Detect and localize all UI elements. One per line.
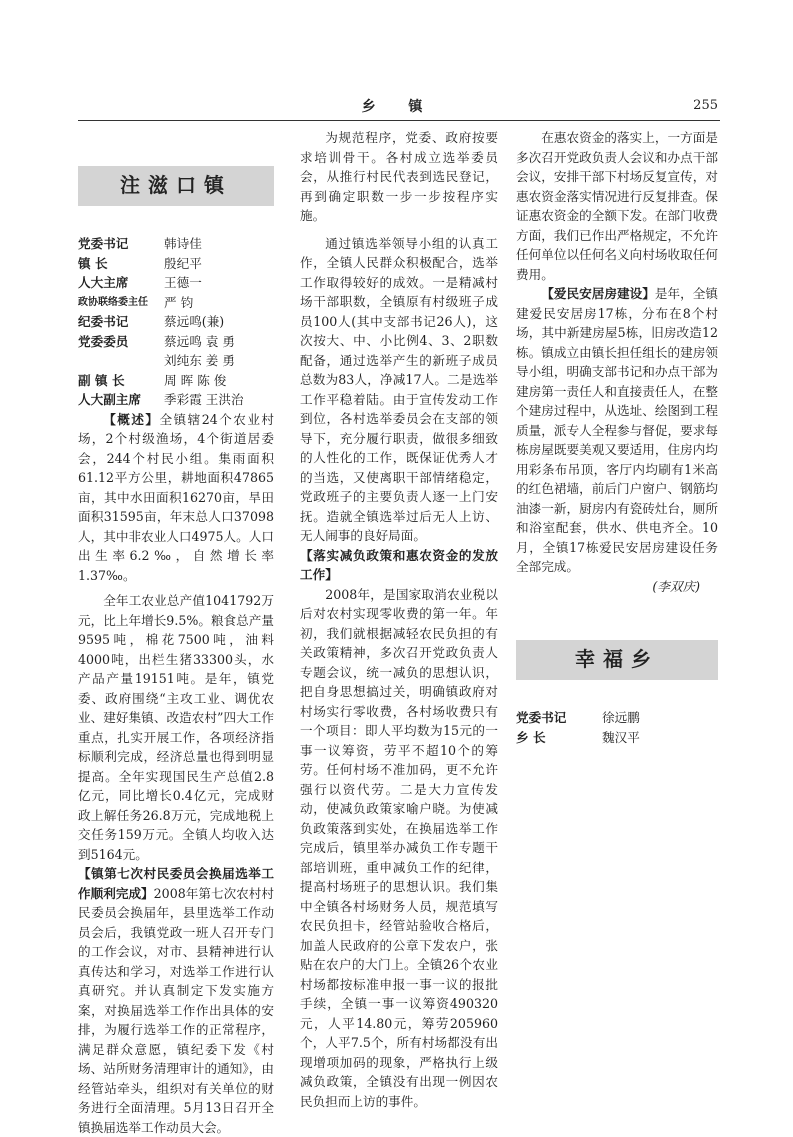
official-names: 殷纪平 <box>164 255 202 271</box>
official-role: 人大主席 <box>78 275 129 290</box>
official-role: 党委委员 <box>78 333 129 349</box>
economy-paragraph: 全年工农业总产值1041792万元，比上年增长9.5%。粮食总产量9595吨，棉花7500吨，油料4000吨，出栏生猪33300头，水产品产量19151吨。是年，镇党委、政府围绕“主攻工业、调优农业、建好集镇、改造农村”四大工作重点，扎实开展工作，各项经济指标顺利完成，经济总量也得到明显提高。全年实现国民生产总值2.8亿元，同比增长0.4亿元，完成财政上解任务26.8万元，完成地税上交任务159万元。全镇人均收入达到5164元。 <box>78 593 274 862</box>
burden-heading: 【落实减负政策和惠农资金的发放工作】 <box>300 547 498 582</box>
town2-title: 幸福乡 <box>575 647 659 672</box>
official-role: 政协联络委主任 <box>78 296 148 308</box>
town2-title-box <box>516 640 718 680</box>
town-title-box <box>78 166 274 206</box>
column-1 <box>78 128 274 1137</box>
housing-heading: 【爱民安居房建设】 <box>541 286 655 301</box>
official-names: 严 钧 <box>164 294 194 310</box>
official-names: 蔡远鸣 袁 勇 <box>164 333 235 349</box>
official-names: 魏汉平 <box>602 729 640 745</box>
page-number: 255 <box>693 98 718 113</box>
official-role <box>78 351 164 371</box>
town2-officials-list <box>516 708 718 747</box>
official-role: 纪委书记 <box>78 314 129 329</box>
burden-text-2: 在惠农资金的落实上，一方面是多次召开党政负责人会议和办点干部会议，安排干部下村场反复宣传，对惠农资金落实情况进行反复排查。保证惠农资金的全额下发。在部门收费方面，我们已作出严格规定，不允许任何单位以任何名义向村场收取任何费用。 <box>516 130 718 282</box>
official-names: 徐远鹏 <box>602 710 640 725</box>
running-header <box>78 96 720 118</box>
official-names: 刘纯东 姜 勇 <box>164 353 235 368</box>
officials-list <box>78 234 274 410</box>
overview-paragraph <box>78 410 274 586</box>
burden-text-1: 2008年，是国家取消农业税以后对农村实现零收费的第一年。年初，我们就根据减轻农民负担的有关政策精神，多次召开党政负责人专题会议，统一减负的思想认识，把自身思想搞过关，明确镇政府对村场实行零收费，各村场收费只有一个项目：即人平均数为15元的一事一议筹资，劳平不超10个的筹劳。任何村场不准加码，更不允许强行以资代劳。二是大力宣传发动，使减负政策家喻户晓。为使减负政策落到实处，在换届选举工作完成后，镇里举办减负工作专题干部培训班，重申减负工作的纪律，提高村场班子的思想认识。我们集中全镇各村场财务人员，规范填写农民负担卡，经管站验收合格后，加盖人民政府的公章下发农户，张贴在农户的大门上。全镇26个农业村场都按标准申报一事一议的报批手续，全镇一事一议筹资490320元，人平14.80元，筹劳205960个，人平7.5个，所有村场都没有出现增项加码的现象，严格执行上级减负政策，全镇没有出现一例因农民负担而上访的事件。 <box>300 586 498 1109</box>
official-names: 季彩霞 王洪治 <box>164 392 244 407</box>
election-heading-paragraph <box>78 864 274 1137</box>
official-role: 党委书记 <box>78 236 129 251</box>
official-role: 副 镇 长 <box>78 372 125 388</box>
column-3 <box>516 128 718 747</box>
election-text-3: 通过镇选举领导小组的认真工作，全镇人民群众积极配合，选举工作取得较好的成效。一是精减村场干部职数，全镇原有村级班子成员100人(其中支部书记26人)，这次按大、中、小比例4、3、2职数配备，通过选举产生的新班子成员总数为83人，净减17人。二是选举工作平稳着陆。由于宣传发动工作到位，各村选举委员会在支部的领导下，充分履行职责，做很多细致的人性化的工作，既保证优秀人才的当选，又使离职干部情绪稳定，党政班子的主要负责人逐一上门安抚。造就全镇选举过后无人上访、无人闹事的良好局面。 <box>300 235 498 543</box>
burden-heading-paragraph <box>300 546 498 585</box>
header-rule <box>78 120 720 121</box>
author-signature: (李双庆) <box>652 578 700 594</box>
overview-text: 全镇辖24个农业村场，2个村级渔场，4个街道居委会，244个村民小组。集雨面积61.12平方公里，耕地面积47865亩，其中水田面积16270亩，旱田面积31595亩，年末总人口37098人，其中非农业人口4975人。人口出生率6.2‰，自然增长率1.37‰。 <box>78 411 275 583</box>
election-text-2: 为规范程序，党委、政府按要求培训骨干。各村成立选举委员会，从推行村民代表到选民登记，再到确定职数一步一步按程序实施。 <box>300 130 498 223</box>
official-names: 王德一 <box>164 275 202 290</box>
official-names: 蔡远鸣(兼) <box>164 314 225 329</box>
housing-text: 是年，全镇建爱民安居房17栋，分布在8个村场，其中新建房屋5栋，旧房改造12栋。镇成立由镇长担任组长的建房领导小组，明确支部书记和办点干部为建房第一责任人和直接责任人，在整个建房过程中，从选址、绘图到工程质量，派专人全程参与督促，要求每栋房屋既要美观又要适用，住房内均用彩条布吊顶，客厅内均刷有1米高的红色裙墙，前后门户窗户、钢筋均油漆一新，厨房内有瓷砖灶台，厕所和浴室配套，供水、供电齐全。10月，全镇17栋爱民安居房建设任务全部完成。 <box>516 286 719 574</box>
overview-heading: 【概述】 <box>103 411 160 427</box>
official-role: 党委书记 <box>516 710 567 725</box>
official-names: 韩诗佳 <box>164 236 202 251</box>
housing-paragraph <box>516 284 718 577</box>
official-role: 乡 长 <box>516 729 546 745</box>
election-heading: 【镇第七次村民委员会换届选举工作顺利完成】 <box>78 866 274 901</box>
official-role: 镇 长 <box>78 255 108 271</box>
election-text-1: 2008年第七次农村村民委员会换届年，县里选举工作动员会后，我镇党政一班人召开专门的工作会议，对市、县精神进行认真传达和学习，对选举工作进行认真研究。并认真制定下发实施方案，对换届选举工作作出具体的安排，为履行选举工作的正常程序，满足群众意愿，镇纪委下发《村场、站所财务清理审计的通知》，由经管站牵头，组织对有关单位的财务进行全面清理。5月13日召开全镇换届选举工作动员大会。 <box>78 885 274 1135</box>
town-title: 注滋口镇 <box>120 173 232 198</box>
column-2 <box>300 128 498 1109</box>
official-role: 人大副主席 <box>78 392 141 407</box>
running-header-title: 乡 镇 <box>361 99 437 115</box>
official-names: 周 晖 陈 俊 <box>164 372 227 388</box>
